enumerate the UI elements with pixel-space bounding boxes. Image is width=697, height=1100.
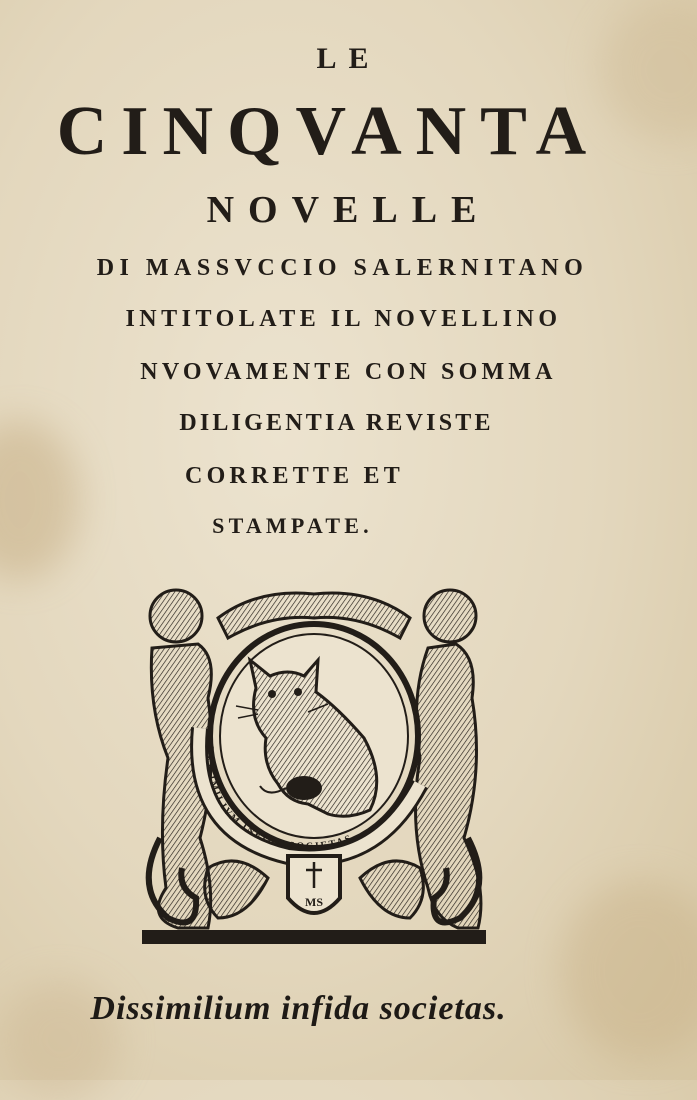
right-herm-figure [416,590,481,928]
title-line-9: STAMPATE. [212,513,373,538]
title-line-6: NVOVAMENTE CON SOMMA [140,359,557,385]
ribbon-motto: DISSIMILIVM INFIDA SOCIETAS [203,746,355,853]
printers-device-cat-with-mouse-icon [138,588,490,950]
title-line-3: NOVELLE [206,189,491,231]
title-line-1: LE [316,42,381,75]
title-line-4: DI MASSVCCIO SALERNITANO [96,255,589,281]
title-line-2: CINQVANTA [56,93,601,170]
printers-motto: Dissimilium infida societas. [90,990,507,1027]
title-line-7: DILIGENTIA REVISTE [179,410,494,436]
shield-monogram: MS [305,895,323,909]
title-line-5: INTITOLATE IL NOVELLINO [125,306,562,332]
title-line-8: CORRETTE ET [185,463,404,489]
monogram-shield-icon [288,856,340,913]
